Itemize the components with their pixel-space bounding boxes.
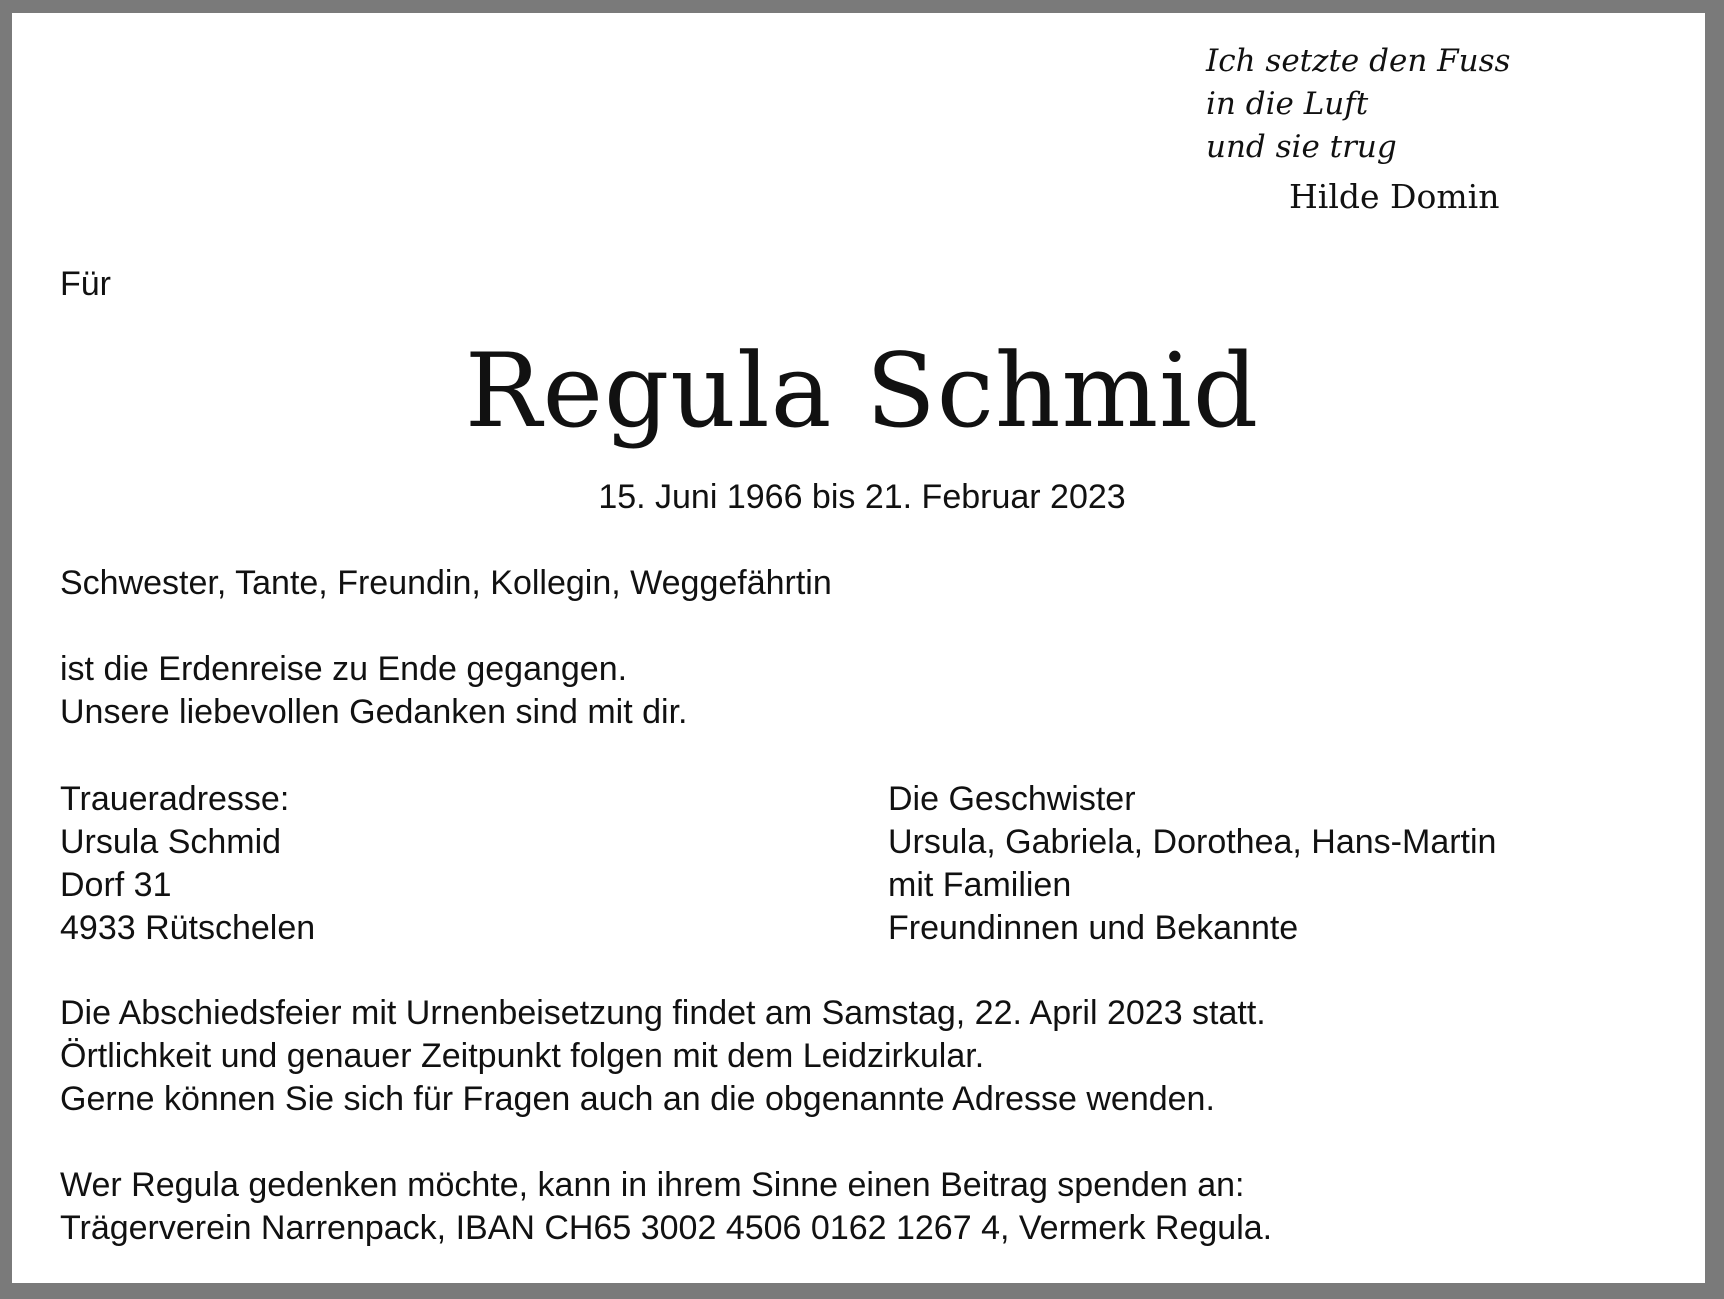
quote-author: Hilde Domin: [1289, 177, 1500, 216]
address-line: 4933 Rütschelen: [60, 909, 316, 947]
ceremony-line: Gerne können Sie sich für Fragen auch an die obgenannte Adresse wenden.: [60, 1080, 1215, 1118]
mourners-line: Freundinnen und Bekannte: [888, 909, 1299, 947]
mourners-line: Ursula, Gabriela, Dorothea, Hans-Martin: [888, 823, 1497, 861]
deceased-name: Regula Schmid: [464, 332, 1260, 451]
address-line: Dorf 31: [60, 866, 172, 904]
donation-line: Wer Regula gedenken möchte, kann in ihrem Sinne einen Beitrag spenden an:: [60, 1166, 1245, 1204]
quote-line: Ich setzte den Fuss: [1206, 43, 1511, 79]
mourners-line: Die Geschwister: [888, 780, 1136, 818]
address-label: Traueradresse:: [60, 780, 290, 818]
quote-line: in die Luft: [1206, 86, 1369, 122]
mourners-line: mit Familien: [888, 866, 1072, 904]
mourning-address: [60, 778, 315, 950]
address-line: Ursula Schmid: [60, 823, 282, 861]
mourners-block: [888, 778, 1496, 950]
message-block: [60, 648, 687, 734]
donation-line: Trägerverein Narrenpack, IBAN CH65 3002 4506 0162 1267 4, Vermerk Regula.: [60, 1209, 1273, 1247]
ceremony-line: Örtlichkeit und genauer Zeitpunkt folgen mit dem Leidzirkular.: [60, 1037, 985, 1075]
donation-block: [60, 1164, 1272, 1250]
relations-text: Schwester, Tante, Freundin, Kollegin, Weggefährtin: [60, 564, 832, 602]
quote-line: und sie trug: [1206, 129, 1397, 165]
intro-text: Für: [60, 265, 111, 303]
message-line: ist die Erdenreise zu Ende gegangen.: [60, 650, 628, 688]
ceremony-block: [60, 992, 1266, 1121]
ceremony-line: Die Abschiedsfeier mit Urnenbeisetzung findet am Samstag, 22. April 2023 statt.: [60, 994, 1266, 1032]
message-line: Unsere liebevollen Gedanken sind mit dir.: [60, 693, 688, 731]
quote: [1206, 40, 1510, 169]
life-dates: 15. Juni 1966 bis 21. Februar 2023: [598, 478, 1126, 516]
